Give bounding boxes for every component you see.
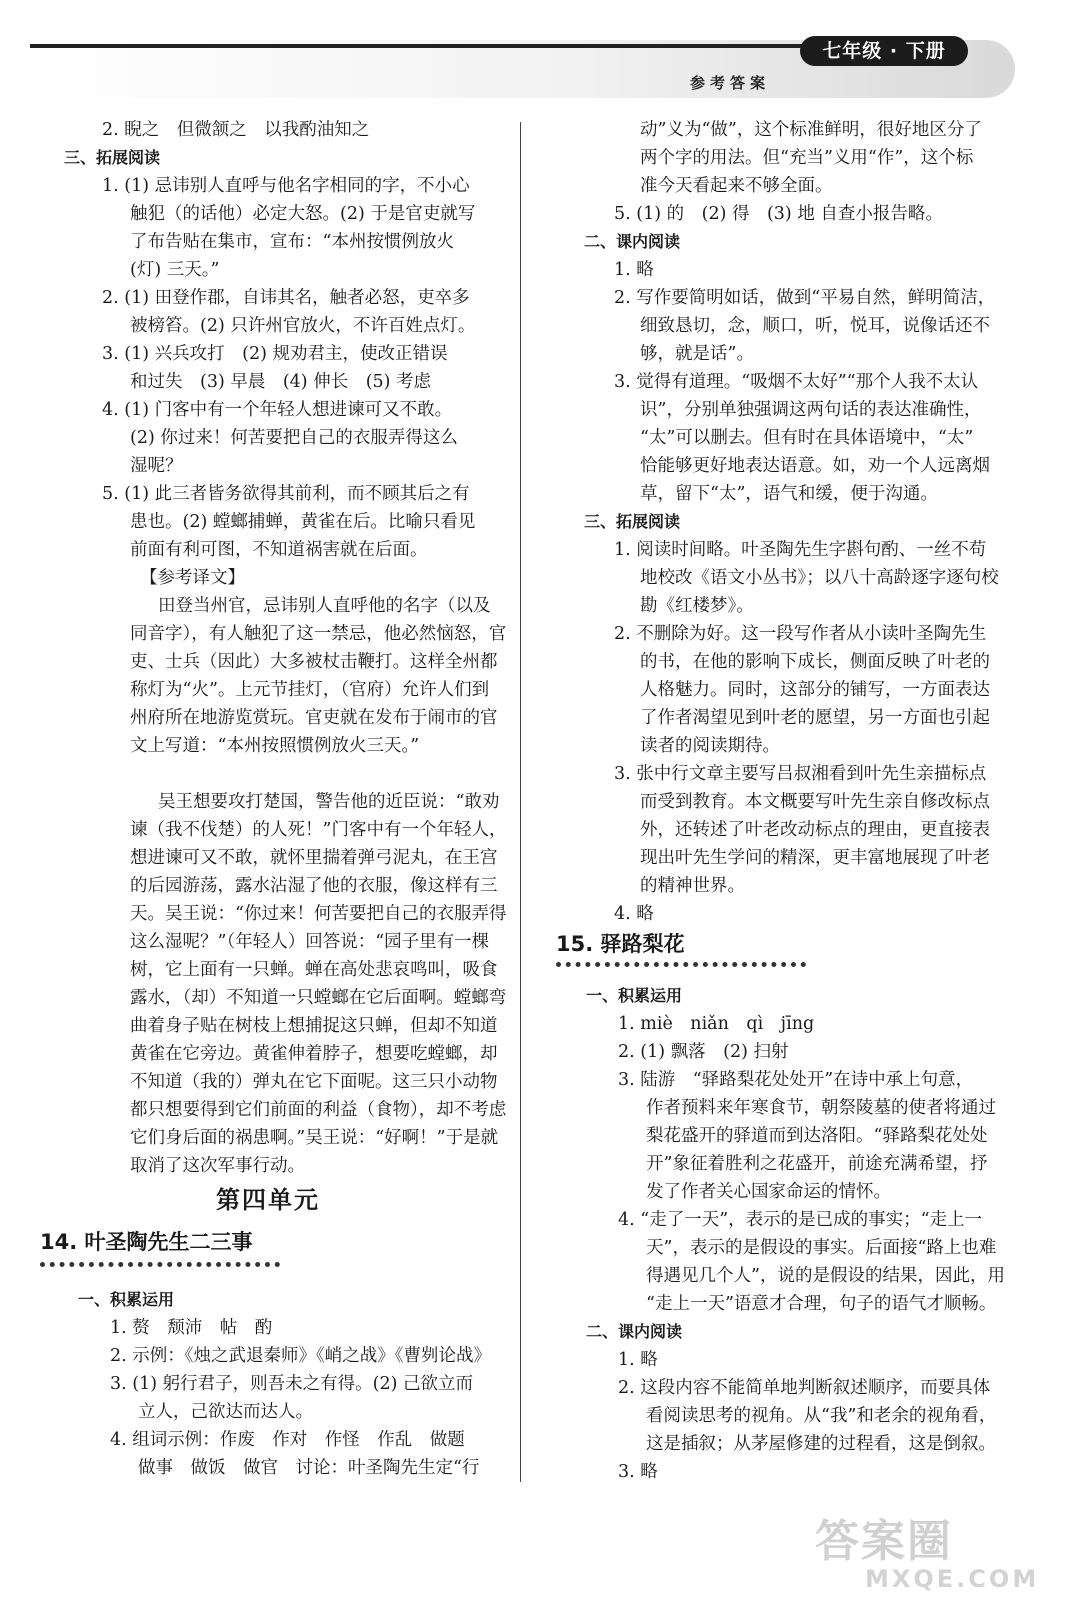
lesson-title-14: 14. 叶圣陶先生二三事 <box>40 1230 253 1254</box>
text-line: 被榜笞。(2) 只许州官放火，不许百姓点灯。 <box>130 316 476 336</box>
watermark-url: MXQE.COM <box>865 1565 1040 1593</box>
text-line: “走上一天”语意才合理，句子的语气才顺畅。 <box>646 1294 997 1314</box>
grade-tab: 七年级 · 下册 <box>800 36 968 66</box>
text-line: 得遇见几个人”，说的是假设的结果，因此，用 <box>646 1266 1005 1286</box>
text-line: 够，就是话”。 <box>640 344 754 364</box>
text-line: 黄雀在它旁边。黄雀伸着脖子，想要吃螳螂，却 <box>130 1044 498 1064</box>
text-line: 这么湿呢？”（年轻人）回答说：“园子里有一棵 <box>130 932 490 952</box>
lesson-title-15: 15. 驿路梨花 <box>556 932 685 956</box>
text-line: 州府所在地游览赏玩。官吏就在发布于闹市的官 <box>130 708 498 728</box>
text-line: 【参考译文】 <box>140 568 245 588</box>
text-line: 而受到教育。本文概要写叶先生亲自修改标点 <box>640 792 990 812</box>
text-line: 梨花盛开的驿道而到达洛阳。“驿路梨花处处 <box>646 1126 988 1146</box>
text-line: 两个字的用法。但“充当”义用“作”，这个标 <box>640 148 974 168</box>
text-line: 这是插叙；从茅屋修建的过程看，这是倒叙。 <box>646 1434 996 1454</box>
text-line: 天”，表示的是假设的事实。后面接“路上也难 <box>646 1238 997 1258</box>
text-line: 了布告贴在集市，宣布：“本州按惯例放火 <box>130 232 454 252</box>
text-line: 称灯为“火”。上元节挂灯，（官府）允许人们到 <box>130 680 490 700</box>
text-line: 4. “走了一天”，表示的是已成的事实；“走上一 <box>618 1210 983 1230</box>
text-line: 和过失 (3) 早晨 (4) 伸长 (5) 考虑 <box>130 372 432 392</box>
section-heading: 一、积累运用 <box>78 1290 175 1309</box>
text-line: 人格魅力。同时，这部分的铺写，一方面表达 <box>640 680 990 700</box>
text-line: 湿呢？ <box>130 456 183 476</box>
text-line: 准今天看起来不够全面。 <box>640 176 833 196</box>
text-line: 的精神世界。 <box>640 876 745 896</box>
text-line: 2. 这段内容不能简单地判断叙述顺序，而要具体 <box>618 1378 991 1398</box>
column-divider <box>520 122 521 1482</box>
text-line: 触犯（的话他）必定大怒。(2) 于是官吏就写 <box>130 204 476 224</box>
text-line: 的后园游荡，露水沾湿了他的衣服，像这样有三 <box>130 876 498 896</box>
text-line: 发了作者关心国家命运的情怀。 <box>646 1182 891 1202</box>
section-heading: 二、课内阅读 <box>586 1322 683 1341</box>
text-line: 4. 略 <box>614 904 654 924</box>
text-line: 1. 阅读时间略。叶圣陶先生字斟句酌、一丝不苟 <box>614 540 987 560</box>
text-line: 1. 赘 颓沛 帖 酌 <box>110 1318 273 1338</box>
text-line: 草，留下“太”，语气和缓，便于沟通。 <box>640 484 938 504</box>
header-rule <box>30 44 805 48</box>
text-line: 4. 组词示例：作废 作对 作怪 作乱 做题 <box>110 1430 465 1450</box>
text-line: 5. (1) 的 (2) 得 (3) 地 自查小报告略。 <box>614 204 943 224</box>
text-line: 1. (1) 忌讳别人直呼与他名字相同的字，不小心 <box>102 176 470 196</box>
watermark-logo: 答案圈 <box>815 1516 953 1567</box>
text-line: 露水，（却）不知道一只螳螂在它后面啊。螳螂弯 <box>130 988 507 1008</box>
lesson-14-dotted-rule <box>40 1262 280 1267</box>
text-line: 吏、士兵（因此）大多被杖击鞭打。这样全州都 <box>130 652 498 672</box>
text-line: 2. (1) 田登作郡，自讳其名，触者必怒，吏卒多 <box>102 288 470 308</box>
text-line: 取消了这次军事行动。 <box>130 1156 305 1176</box>
text-line: 识”，分别单独强调这两句话的表达准确性， <box>640 400 982 420</box>
section-heading: 二、课内阅读 <box>584 232 681 251</box>
text-line: 细致恳切，念，顺口，听，悦耳，说像话还不 <box>640 316 990 336</box>
text-line: 患也。(2) 螳螂捕蝉，黄雀在后。比喻只看见 <box>130 512 476 532</box>
text-line: 5. (1) 此三者皆务欲得其前利，而不顾其后之有 <box>102 484 470 504</box>
text-line: (2) 你过来！何苦要把自己的衣服弄得这么 <box>130 428 458 448</box>
lesson-15-dotted-rule <box>556 962 806 967</box>
text-line: 了作者渴望见到叶老的愿望，另一方面也引起 <box>640 708 990 728</box>
text-line: 3. 略 <box>618 1462 658 1482</box>
section-label: 参考答案 <box>690 74 771 92</box>
text-line: 前面有利可图，不知道祸害就在后面。 <box>130 540 428 560</box>
text-line: 动”义为“做”，这个标准鲜明，很好地区分了 <box>640 120 982 140</box>
text-line: 3. 张中行文章主要写吕叔湘看到叶先生亲描标点 <box>614 764 987 784</box>
text-line: 2. 写作要简明如话，做到“平易自然，鲜明简洁， <box>614 288 996 308</box>
text-line: 恰能够更好地表达语意。如，劝一个人远离烟 <box>640 456 990 476</box>
text-line: 树，它上面有一只蝉。蝉在高处悲哀鸣叫，吸食 <box>130 960 498 980</box>
section-heading: 三、拓展阅读 <box>64 148 161 167</box>
text-line: 曲着身子贴在树枝上想捕捉这只蝉，但却不知道 <box>130 1016 498 1036</box>
text-line: 文上写道：“本州按照惯例放火三天。” <box>130 736 420 756</box>
text-line: 读者的阅读期待。 <box>640 736 780 756</box>
text-line: 吴王想要攻打楚国，警告他的近臣说：“敢劝 <box>158 792 500 812</box>
text-line: 的书，在他的影响下成长，侧面反映了叶老的 <box>640 652 990 672</box>
text-line: 天。吴王说：“你过来！何苦要把自己的衣服弄得 <box>130 904 507 924</box>
text-line: 地校改《语文小丛书》；以八十高龄逐字逐句校 <box>640 568 999 588</box>
section-heading: 三、拓展阅读 <box>584 512 681 531</box>
text-line: 1. miè niǎn qì jīng <box>618 1014 815 1034</box>
text-line: “太”可以删去。但有时在具体语境中，“太” <box>640 428 974 448</box>
text-line: 做事 做饭 做官 讨论：叶圣陶先生定“行 <box>138 1458 480 1478</box>
text-line: 3. (1) 躬行君子，则吾未之有得。(2) 己欲立而 <box>110 1374 473 1394</box>
text-line: 2. 睨之 但微颔之 以我酌油知之 <box>102 120 370 140</box>
text-line: 3. 陆游 “驿路梨花处处开”在诗中承上句意， <box>618 1070 974 1090</box>
text-line: 立人，己欲达而达人。 <box>138 1402 313 1422</box>
section-heading: 一、积累运用 <box>586 986 683 1005</box>
unit-title: 第四单元 <box>216 1186 320 1214</box>
text-line: 3. 觉得有道理。“吸烟不太好”“那个人我不太认 <box>614 372 979 392</box>
text-line: 不知道（我的）弹丸在它下面呢。这三只小动物 <box>130 1072 498 1092</box>
text-line: 同音字），有人触犯了这一禁忌，他必然恼怒，官 <box>130 624 507 644</box>
text-line: 谏（我不伐楚）的人死！”门客中有一个年轻人， <box>130 820 507 840</box>
text-line: 作者预料来年寒食节，朝祭陵墓的使者将通过 <box>646 1098 996 1118</box>
text-line: 开”象征着胜利之花盛开，前途充满希望，抒 <box>646 1154 988 1174</box>
text-line: 1. 略 <box>618 1350 658 1370</box>
text-line: 1. 略 <box>614 260 654 280</box>
text-line: 它们身后面的祸患啊。”吴王说：“好啊！”于是就 <box>130 1128 499 1148</box>
text-line: 2. (1) 飘落 (2) 扫射 <box>618 1042 789 1062</box>
text-line: 2. 不删除为好。这一段写作者从小读叶圣陶先生 <box>614 624 987 644</box>
text-line: 2. 示例：《烛之武退秦师》《峭之战》《曹刿论战》 <box>110 1346 492 1366</box>
text-line: 田登当州官，忌讳别人直呼他的名字（以及 <box>158 596 491 616</box>
text-line: 3. (1) 兴兵攻打 (2) 规劝君主，使改正错误 <box>102 344 448 364</box>
text-line: 现出叶先生学问的精深，更丰富地展现了叶老 <box>640 848 990 868</box>
text-line: 都只想要得到它们前面的利益（食物），却不考虑 <box>130 1100 507 1120</box>
text-line: 4. (1) 门客中有一个年轻人想进谏可又不敢。 <box>102 400 453 420</box>
text-line: (灯) 三天。” <box>130 260 220 280</box>
text-line: 想进谏可又不敢，就怀里揣着弹弓泥丸，在王宫 <box>130 848 498 868</box>
text-line: 看阅读思考的视角。从“我”和老余的视角看， <box>646 1406 997 1426</box>
text-line: 外，还转述了叶老改动标点的理由，更直接表 <box>640 820 990 840</box>
text-line: 勘《红楼梦》。 <box>640 596 754 616</box>
